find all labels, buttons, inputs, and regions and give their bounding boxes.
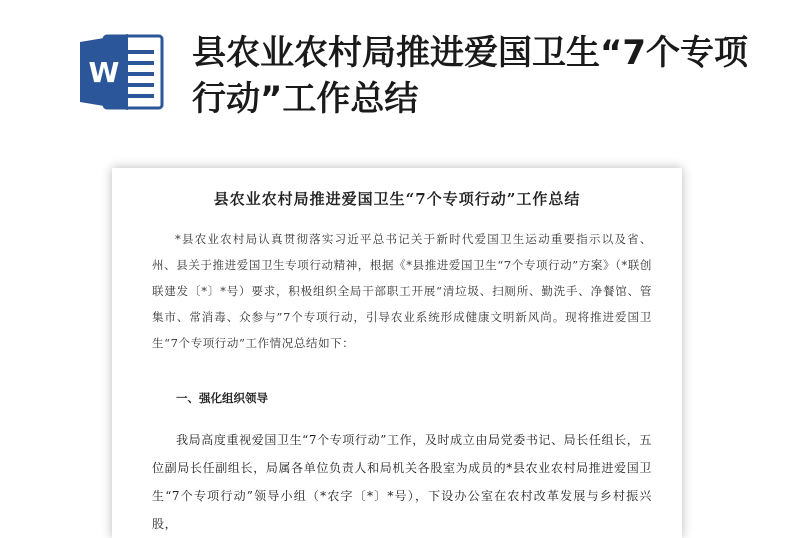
section-paragraph: 我局高度重视爱国卫生“7个专项行动”工作，及时成立由局党委书记、局长任组长，五位副局长任副组长，局属各单位负责人和局机关各股室为成员的*县农业农村局推进爱国卫生“7个专项行动”领导小组（*农字〔*〕*号），下设办公室在农村改革发展与乡村振兴股， xyxy=(152,433,652,531)
intro-paragraph: *县农业农村局认真贯彻落实习近平总书记关于新时代爱国卫生运动重要指示以及省、州、县关于推进爱国卫生专项行动精神，根据《*县推进爱国卫生“7个专项行动”方案》（*联创联建发〔*〕*号）要求，积极组织全局干部职工开展“清垃圾、扫厕所、勤洗手、净餐馆、管集市、常消毒、众参与”7个专项行动，引导农业系统形成健康文明新风尚。现将推进爱国卫生“7个专项行动”工作情况总结如下： xyxy=(152,232,652,350)
word-icon-letter: W xyxy=(88,56,120,89)
document-page xyxy=(112,168,682,538)
word-icon xyxy=(78,32,166,112)
section-heading: 一、强化组织领导 xyxy=(176,391,268,405)
document-title: 县农业农村局推进爱国卫生“7个专项行动”工作总结 xyxy=(213,190,581,208)
page-title: 县农业农村局推进爱国卫生“7个专项行动”工作总结 xyxy=(192,33,749,119)
preview-header xyxy=(0,0,800,150)
